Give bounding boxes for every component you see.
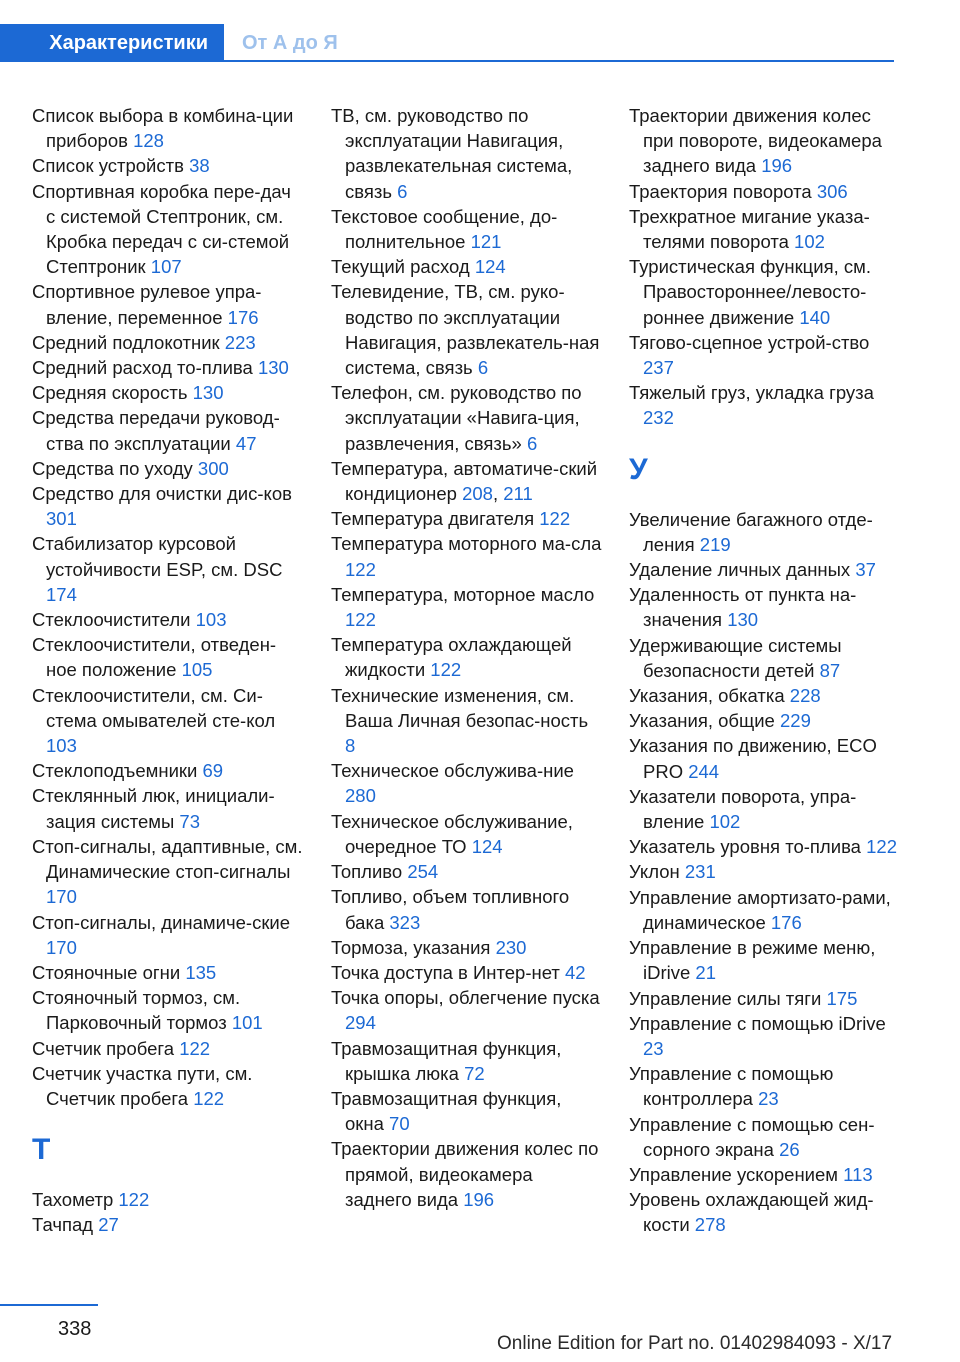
index-entry: [331, 809, 603, 859]
index-entry-text: Стоп-сигналы, адаптивные, см. Динамические стоп-сигналы: [32, 835, 303, 883]
index-entry: [331, 582, 603, 632]
index-entry: [629, 582, 904, 632]
page-link[interactable]: 219: [699, 533, 731, 555]
page-link[interactable]: 230: [495, 936, 527, 958]
index-entry: [629, 330, 904, 380]
page-link[interactable]: 130: [727, 609, 759, 631]
page-link[interactable]: 37: [855, 559, 876, 581]
index-entry: [331, 506, 603, 531]
page-link[interactable]: 122: [539, 508, 571, 530]
index-entry-text: Туристическая функция, см. Правостороннее/левосто-роннее движение: [629, 256, 872, 328]
index-column-3: [629, 103, 904, 1238]
index-entry-text: Точка опоры, облегчение пуска: [331, 987, 600, 1009]
index-entry: [331, 960, 603, 985]
index-entry: [32, 456, 304, 481]
index-entry-text: Стеклоподъемники: [32, 760, 198, 782]
index-entry-text: Топливо, объем топливного бака: [331, 886, 570, 933]
page-link[interactable]: 294: [345, 1012, 376, 1034]
page-link[interactable]: 301: [46, 508, 77, 530]
section-letter: У: [629, 452, 648, 486]
index-entry-text: Травмозащитная функция, окна: [331, 1087, 562, 1135]
index-entry-text: Стояночный тормоз, см. Парковочный тормоз: [32, 987, 241, 1034]
tab-characteristics[interactable]: Характеристики: [0, 24, 224, 62]
page-link[interactable]: 87: [819, 659, 841, 681]
page-link[interactable]: 23: [758, 1088, 779, 1110]
index-entry-text: Стабилизатор курсовой устойчивости ESP, см. DSC: [32, 533, 283, 580]
page-link[interactable]: 244: [688, 760, 720, 782]
index-entry-text: Средний расход то-плива: [32, 357, 253, 379]
index-entry: [32, 758, 304, 783]
page-link[interactable]: 69: [202, 760, 224, 782]
index-entry-text: Счетчик участка пути, см. Счетчик пробега: [32, 1062, 253, 1109]
index-entry: [629, 254, 904, 330]
index-entry: [629, 733, 904, 783]
index-entry: [32, 1061, 304, 1111]
index-entry: [629, 784, 904, 834]
index-entry: [32, 683, 304, 759]
index-entry: [629, 834, 904, 859]
header-divider: [224, 60, 894, 62]
page-link[interactable]: 175: [826, 987, 858, 1009]
index-entry-text: Стеклоочистители, см. Си-стема омывателей сте-кол: [32, 684, 276, 731]
index-entry: [629, 935, 904, 985]
index-entry: [331, 254, 603, 279]
section-letter: Т: [32, 1133, 51, 1167]
page-link[interactable]: 196: [463, 1188, 495, 1210]
index-entry-text: Траектории движения колес при повороте, видеокамера заднего вида: [629, 105, 882, 177]
index-entry: [629, 1162, 904, 1187]
index-entry-text: Управление в режиме меню, iDrive: [629, 937, 876, 984]
index-entry: [629, 683, 904, 708]
index-entry-text: Стеклоочистители, отведен-ное положение: [32, 634, 277, 681]
index-entry-text: Список устройств: [32, 155, 184, 177]
index-entry-text: Управление с помощью iDrive: [629, 1012, 886, 1034]
index-entry: [331, 859, 603, 884]
index-entry-text: Температура, автоматиче-ский кондиционер: [331, 457, 598, 505]
index-column-2: [331, 103, 603, 1212]
index-entry: [629, 557, 904, 582]
index-entry-text: Техническое обслужива-ние: [331, 760, 574, 782]
index-entry: [629, 885, 904, 935]
index-entry: [331, 884, 603, 934]
page-link[interactable]: 122: [345, 558, 376, 580]
page-link[interactable]: 122: [118, 1189, 150, 1211]
index-entry: [32, 985, 304, 1035]
page-link[interactable]: 306: [816, 180, 848, 202]
index-entry-text: Счетчик пробега: [32, 1037, 175, 1059]
index-entry-text: Тахометр: [32, 1189, 114, 1211]
index-entry: [331, 1136, 603, 1212]
page-link[interactable]: 42: [565, 961, 586, 983]
index-entry: [331, 935, 603, 960]
page-link[interactable]: 27: [98, 1214, 119, 1236]
index-entry: [629, 1187, 904, 1237]
index-entry-text: Стеклянный люк, инициали-зация системы: [32, 785, 275, 832]
index-entry-text: Температура охлаждающей жидкости: [331, 634, 572, 681]
page-link[interactable]: 176: [227, 306, 259, 328]
index-entry-text: Указания по движению, ECO PRO: [629, 735, 877, 782]
page-link[interactable]: 122: [193, 1087, 225, 1109]
page-link[interactable]: 278: [694, 1214, 726, 1236]
index-entry: [32, 834, 304, 910]
page-link[interactable]: 170: [46, 936, 77, 958]
index-entry: [32, 632, 304, 682]
page-link[interactable]: 211: [503, 483, 533, 505]
index-entry: [331, 683, 603, 759]
index-entry: [629, 708, 904, 733]
index-entry: [331, 985, 603, 1035]
footer-divider: [0, 1304, 98, 1306]
index-entry: [629, 204, 904, 254]
index-entry-text: Управление амортизато-рами, динамическое: [629, 886, 891, 933]
page-link[interactable]: 140: [799, 306, 831, 328]
index-entry: [629, 1112, 904, 1162]
index-entry: [331, 103, 603, 204]
page-number: 338: [58, 1318, 92, 1340]
page-link[interactable]: 130: [192, 382, 224, 404]
page-link[interactable]: 6: [477, 357, 489, 379]
page-link[interactable]: 176: [770, 911, 802, 933]
page-link[interactable]: 26: [779, 1138, 800, 1160]
page-link[interactable]: 122: [345, 609, 376, 631]
page-link[interactable]: 122: [866, 836, 897, 858]
index-entry-text: Уровень охлаждающей жид-кости: [629, 1189, 874, 1236]
page-link[interactable]: 130: [257, 357, 289, 379]
page-link[interactable]: 103: [46, 735, 77, 757]
page-link[interactable]: 8: [345, 735, 356, 757]
index-entry-text: Тормоза, указания: [331, 936, 491, 958]
page-link[interactable]: 124: [471, 835, 503, 857]
index-entry-text: Спортивное рулевое упра-вление, переменное: [32, 281, 262, 328]
index-entry: [32, 330, 304, 355]
page-link[interactable]: 38: [189, 155, 210, 177]
index-entry: [32, 910, 304, 960]
index-entry: [331, 1036, 603, 1086]
page-link[interactable]: 254: [407, 861, 439, 883]
index-entry-text: Увеличение багажного отде-ления: [629, 508, 873, 555]
index-entry-text: Трехкратное мигание указа-телями поворота: [629, 205, 870, 253]
page-link[interactable]: 170: [46, 886, 77, 908]
index-entry: Температура, автоматиче-ский кондиционер 208, 211: [331, 457, 598, 505]
page-link[interactable]: 6: [526, 432, 538, 454]
index-entry: [629, 380, 904, 430]
index-entry-text: Указания, обкатка: [629, 685, 785, 707]
index-entry: [331, 531, 603, 581]
page-link[interactable]: 102: [709, 811, 741, 833]
index-entry: [629, 1061, 904, 1111]
page-link[interactable]: 121: [470, 231, 502, 253]
index-entry-text: Стоп-сигналы, динамиче-ские: [32, 911, 291, 933]
page-link[interactable]: 113: [843, 1163, 873, 1185]
index-entry-text: Удаленность от пункта на-значения: [629, 584, 857, 631]
index-entry-text: Список выбора в комбина-ции приборов: [32, 105, 294, 152]
page-link[interactable]: 101: [231, 1012, 263, 1034]
page-link[interactable]: 6: [397, 180, 408, 202]
page-link[interactable]: 228: [789, 685, 821, 707]
page-link[interactable]: 102: [794, 231, 825, 253]
index-entry-text: Техническое обслуживание, очередное ТО: [331, 810, 573, 857]
index-entry: [32, 179, 304, 280]
index-entry-text: Стеклоочистители: [32, 609, 191, 631]
index-entry-text: Стояночные огни: [32, 961, 181, 983]
index-entry-text: Текстовое сообщение, до-полнительное: [331, 205, 558, 253]
index-entry: [629, 1011, 904, 1061]
index-entry-text: Телевидение, ТВ, см. руко-водство по эксплуатации Навигация, развлекатель-ная система, связь: [331, 281, 600, 379]
page-link[interactable]: 122: [179, 1037, 211, 1059]
page-link[interactable]: 174: [46, 583, 77, 605]
page-link[interactable]: 70: [389, 1113, 410, 1135]
index-entry-text: Тягово-сцепное устрой-ство: [629, 331, 870, 353]
index-entry-text: Температура, моторное масло: [331, 583, 595, 605]
index-entry: [331, 632, 603, 682]
index-entry-text: Спортивная коробка пере-дач с системой Стептроник, см. Кробка передач с си-стемой Стептроник: [32, 180, 291, 278]
index-entry-text: Уклон: [629, 861, 680, 883]
index-entry: [629, 507, 904, 557]
index-entry-text: Траектории движения колес по прямой, видеокамера заднего вида: [331, 1138, 599, 1210]
index-entry-text: Удерживающие системы безопасности детей: [629, 634, 842, 681]
page-link[interactable]: 223: [224, 331, 256, 353]
page-link[interactable]: 237: [643, 357, 674, 379]
page-link[interactable]: 47: [235, 432, 257, 454]
page-link[interactable]: 280: [345, 785, 376, 807]
page-link[interactable]: 72: [464, 1062, 485, 1084]
index-entry: [629, 859, 904, 884]
index-entry-text: Указатель уровня то-плива: [629, 836, 861, 858]
index-entry-text: Температура моторного ма-сла: [331, 533, 602, 555]
page-link[interactable]: 135: [185, 961, 217, 983]
index-entry-text: Точка доступа в Интер-нет: [331, 961, 560, 983]
page-link[interactable]: 23: [643, 1037, 664, 1059]
index-entry-text: Технические изменения, см. Ваша Личная безопас-ность: [331, 684, 589, 731]
index-entry-text: Тяжелый груз, укладка груза: [629, 382, 874, 404]
index-entry-text: Тачпад: [32, 1214, 94, 1236]
tab-a-to-z[interactable]: От А до Я: [242, 31, 338, 54]
page-link[interactable]: 107: [150, 256, 182, 278]
page-link[interactable]: 21: [695, 962, 716, 984]
index-entry: [331, 1086, 603, 1136]
index-entry: [32, 1212, 304, 1237]
index-entry: [629, 103, 904, 179]
page-header: [0, 0, 960, 62]
index-entry: [32, 481, 304, 531]
index-entry-text: Средняя скорость: [32, 382, 188, 404]
page-link[interactable]: 232: [643, 407, 674, 429]
page-link[interactable]: 229: [780, 710, 811, 732]
index-entry: [629, 986, 904, 1011]
page-link[interactable]: 300: [197, 457, 229, 479]
index-entry-text: Указатели поворота, упра-вление: [629, 785, 857, 833]
index-entry: [32, 960, 304, 985]
index-entry-text: Топливо: [331, 861, 403, 883]
page-link[interactable]: 208: [462, 483, 493, 505]
index-entry-text: Управление с помощью сен-сорного экрана: [629, 1113, 875, 1160]
index-entry: [32, 103, 304, 153]
index-entry: [331, 380, 603, 456]
index-entry-text: Траектория поворота: [629, 180, 812, 202]
index-entry: [331, 279, 603, 380]
index-entry: [32, 783, 304, 833]
index-entry-text: Средство для очистки дис-ков: [32, 483, 292, 505]
page-link[interactable]: 231: [684, 861, 716, 883]
index-entry-text: Телефон, см. руководство по эксплуатации «Навига-ция, развлечения, связь»: [331, 382, 582, 454]
page-link[interactable]: 103: [195, 609, 227, 631]
index-entry: [32, 1036, 304, 1061]
index-entry: [32, 355, 304, 380]
index-entry: [32, 405, 304, 455]
page-link[interactable]: 323: [389, 911, 421, 933]
page-link[interactable]: 122: [430, 659, 462, 681]
index-entry-text: Текущий расход: [331, 256, 470, 278]
edition-watermark: Online Edition for Part no. 01402984093 - X/17: [497, 1333, 893, 1354]
index-entry-text: Управление силы тяги: [629, 987, 822, 1009]
page-link[interactable]: 124: [474, 256, 506, 278]
index-entry-text: Указания, общие: [629, 710, 775, 732]
index-entry: [331, 204, 603, 254]
index-entry: [32, 380, 304, 405]
page-link[interactable]: 196: [761, 155, 793, 177]
index-entry: [629, 179, 904, 204]
index-entry-text: Температура двигателя: [331, 508, 535, 530]
page-link[interactable]: 128: [133, 130, 164, 152]
index-entry-text: Удаление личных данных: [629, 559, 851, 581]
index-entry-text: Травмозащитная функция, крышка люка: [331, 1037, 562, 1084]
index-entry-text: Средства по уходу: [32, 457, 193, 479]
index-entry: [32, 279, 304, 329]
page-link[interactable]: 73: [179, 810, 200, 832]
index-entry: [331, 758, 603, 808]
index-entry-text: Средства передачи руковод-ства по эксплуатации: [32, 407, 280, 454]
index-entry: [32, 607, 304, 632]
index-entry: [32, 153, 304, 178]
index-entry-text: ТВ, см. руководство по эксплуатации Навигация, развлекательная система, связь: [331, 105, 573, 202]
index-entry: [32, 1187, 304, 1212]
index-entry: [32, 531, 304, 607]
page-link[interactable]: 105: [181, 659, 213, 681]
index-column-1: [32, 103, 304, 1238]
index-entry-text: Средний подлокотник: [32, 331, 220, 353]
index-entry-text: Управление с помощью контроллера: [629, 1063, 834, 1110]
index-entry-text: Управление ускорением: [629, 1163, 839, 1185]
index-entry: [629, 633, 904, 683]
